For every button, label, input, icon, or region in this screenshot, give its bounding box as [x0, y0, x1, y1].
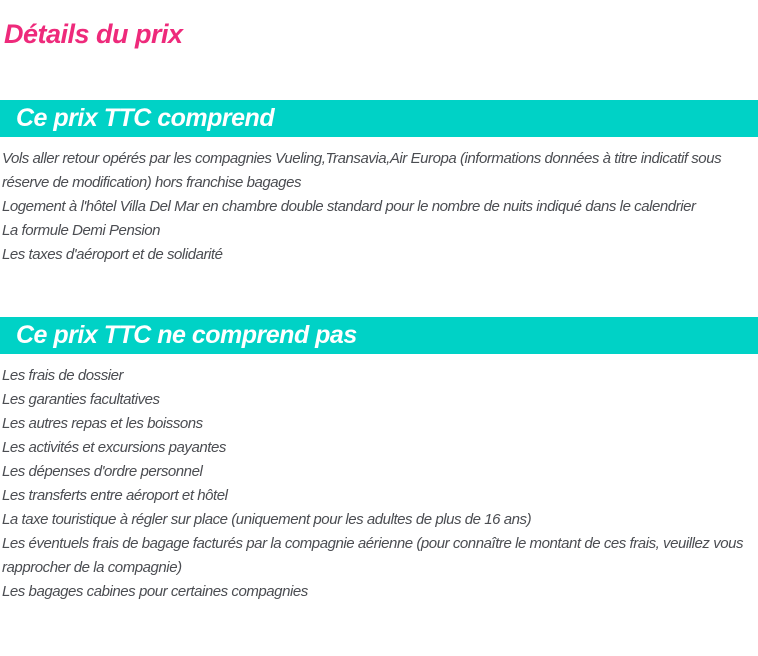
included-item-flights: Vols aller retour opérés par les compagnies Vueling,Transavia,Air Europa (informations données à titre indicatif sous réserve de modification) hors franchise bagages: [2, 150, 722, 191]
excluded-item-cabin-baggage: Les bagages cabines pour certaines compagnies: [2, 583, 308, 600]
included-section: [0, 100, 758, 267]
excluded-item-meals: Les autres repas et les boissons: [2, 415, 203, 432]
included-item-board: La formule Demi Pension: [2, 222, 161, 239]
excluded-item-transfers: Les transferts entre aéroport et hôtel: [2, 487, 228, 504]
excluded-item-activities: Les activités et excursions payantes: [2, 439, 226, 456]
included-item-hotel: Logement à l'hôtel Villa Del Mar en chambre double standard pour le nombre de nuits indiqué dans le calendrier: [2, 198, 696, 215]
price-details-page: [0, 21, 758, 604]
excluded-item-baggage-fees: Les éventuels frais de bagage facturés par la compagnie aérienne (pour connaître le montant de ces frais, veuillez vous rapprocher de la compagnie): [2, 535, 744, 576]
excluded-item-tourist-tax: La taxe touristique à régler sur place (uniquement pour les adultes de plus de 16 ans): [2, 511, 532, 528]
excluded-section: [0, 317, 758, 604]
included-item-taxes: Les taxes d'aéroport et de solidarité: [2, 246, 223, 263]
included-section-banner: Ce prix TTC comprend: [0, 100, 758, 137]
included-list: [2, 147, 756, 267]
excluded-section-banner: Ce prix TTC ne comprend pas: [0, 317, 758, 354]
excluded-item-insurance: Les garanties facultatives: [2, 391, 160, 408]
excluded-item-personal-expenses: Les dépenses d'ordre personnel: [2, 463, 203, 480]
page-title: Détails du prix: [4, 19, 183, 49]
excluded-item-fees: Les frais de dossier: [2, 367, 124, 384]
excluded-list: [2, 364, 756, 604]
